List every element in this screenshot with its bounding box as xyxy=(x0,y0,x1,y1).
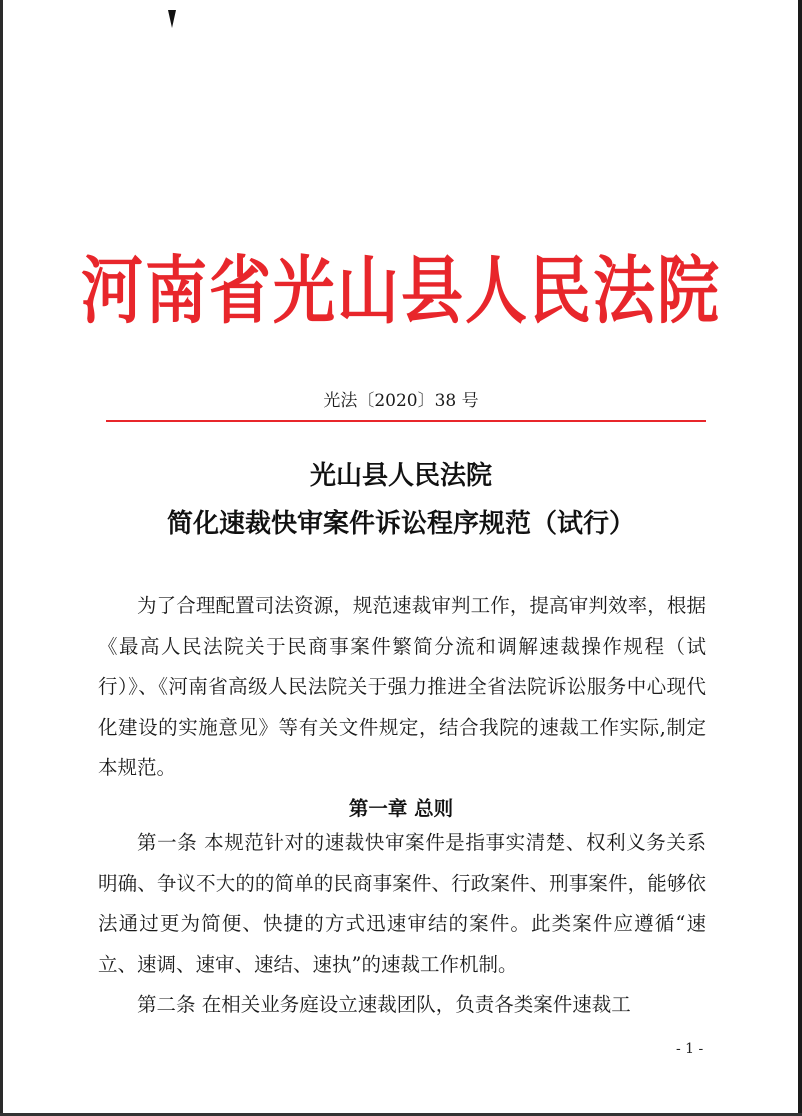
article-2: 第二条 在相关业务庭设立速裁团队，负责各类案件速裁工 xyxy=(137,993,631,1016)
scan-edge-right xyxy=(798,0,802,1116)
red-divider xyxy=(106,420,706,422)
org-title: 河南省光山县人民法院 xyxy=(80,247,721,334)
document-title-line1: 光山县人民法院 xyxy=(309,461,492,491)
scan-edge-left xyxy=(0,0,3,1116)
chapter-heading: 第一章 总则 xyxy=(348,797,454,820)
binder-mark-icon xyxy=(168,10,176,28)
article-1: 第一条 本规范针对的速裁快审案件是指事实清楚、权利义务关系明确、争议不大的的简单的民商事案件、行政案件、刑事案件，能够依法通过更为简便、快捷的方式迅速审结的案件。此类案件应遵循“速立、速调、速审、速结、速执”的速裁工作机制。 xyxy=(98,831,706,976)
page-number: - 1 - xyxy=(676,1041,704,1057)
doc-number: 光法〔2020〕38 号 xyxy=(323,391,479,411)
document-title-line2: 简化速裁快审案件诉讼程序规范（试行） xyxy=(166,509,635,539)
intro-paragraph: 为了合理配置司法资源，规范速裁审判工作，提高审判效率，根据《最高人民法院关于民商事案件繁简分流和调解速裁操作规程（试行）》、《河南省高级人民法院关于强力推进全省法院诉讼服务中心现代化建设的实施意见》等有关文件规定，结合我院的速裁工作实际,制定本规范。 xyxy=(98,594,706,779)
